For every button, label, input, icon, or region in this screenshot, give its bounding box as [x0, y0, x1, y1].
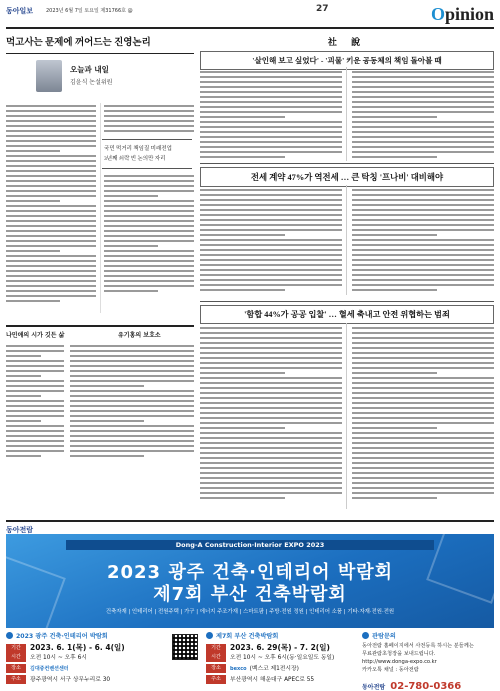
section-title-opinion: Opinion [430, 4, 494, 24]
editorial-title-1: '살인해 보고 싶었다' - '괴물' 키운 공동체의 책임 돌아볼 때 [200, 51, 494, 70]
editorial-1-body-left [200, 71, 342, 161]
poem-series-title: 나민애의 시가 깃든 삶 [6, 332, 65, 339]
expo-title-gwangju: 2023 광주 건축·인테리어 박람회 [106, 562, 393, 583]
column-article [6, 31, 194, 515]
poem-verse [6, 345, 64, 460]
inquiry-phone: 02-780-0366 [390, 681, 462, 691]
editorial-section [200, 31, 494, 515]
poem-commentary [70, 345, 194, 460]
bullet-icon [362, 632, 369, 639]
bullet-icon [6, 632, 13, 639]
poem-title: 유기홍의 보호소 [118, 332, 161, 339]
poem-section [6, 325, 194, 515]
editorial-title-3: '함합 44%가 공공 입찰' … 혈세 축내고 안전 위협하는 범죄 [200, 305, 494, 324]
bullet-icon [206, 632, 213, 639]
article-body-left [6, 105, 96, 305]
expo-categories: 건축자재 | 인테리어 | 전원주택 | 가구 | 에너지 주조가재 | 스마트팜 | 주방·전원 정원 | 인테리어 소품 | 기타·자재·전원·전원 [105, 609, 395, 615]
author-name: 김윤식 논설위원 [70, 79, 113, 86]
gwangju-venue-logo: 김대중컨벤션센터 [30, 666, 69, 672]
pull-quote: 국민 먹거리 책임질 미래전업 3년째 쇠락 빈 논의만 자리 [102, 139, 192, 169]
divider [6, 53, 194, 54]
page-number: 27 [316, 4, 329, 14]
editorial-1-body-right [352, 71, 494, 161]
dateline: 2023년 6월 7일 토요일 제31766호 @ [46, 8, 133, 14]
gwangju-info: 2023 광주 건축·인테리어 박람회 기간 2023. 6. 1(목) - 6. 4(일) 시간 오전 10시 ~ 오후 6시 장소 김대중컨벤션센터 주소 광주광역시 서구 상무누리로 30 [6, 632, 166, 688]
ad-brand-logo: 동아전람 [6, 526, 34, 534]
expo-title-busan: 제7회 부산 건축박람회 [153, 584, 347, 605]
header-rule [6, 27, 494, 29]
expo-website-link[interactable]: http://www.donga-expo.co.kr [362, 659, 437, 665]
editorial-label: 社 說 [327, 37, 367, 47]
busan-info: 제7회 부산 건축박람회 기간 2023. 6. 29(목) - 7. 2(일) 시간 오전 10시 ~ 오후 6시(동·일요일도 동일) 장소 bexco (벡스코 제1전시장) 주소 부산광역시 해운대구 APEC로 55 [206, 632, 356, 688]
inquiry-info: 관람문의 동아전람 홈페이지에서 사전등록 하시는 분들께는 무료관람초청장을 보내드립니다. http://www.donga-expo.co.kr 카카오톡 채널 : 동아전람 동아전람 02-780-0366 [362, 632, 494, 688]
editorial-3-body-left [200, 327, 342, 502]
gwangju-dates: 2023. 6. 1(목) - 6. 4(일) [30, 643, 125, 652]
ad-banner [6, 534, 494, 628]
expo-ribbon: Dong-A Construction·Interior EXPO 2023 [66, 540, 434, 550]
column-series: 오늘과 내일 [70, 65, 109, 74]
editorial-title-2: 전세 계약 47%가 역전세 … 큰 탁칭 '프나비' 대비해야 [200, 167, 494, 187]
author-photo [36, 60, 62, 92]
editorial-3-body-right [352, 327, 494, 502]
qr-code-icon[interactable] [172, 634, 198, 660]
busan-dates: 2023. 6. 29(목) - 7. 2(일) [230, 643, 330, 652]
bexco-logo: bexco [230, 666, 247, 672]
editorial-2-body-right [352, 189, 494, 294]
expo-advertisement [6, 520, 494, 691]
kakao-channel: 카카오톡 채널 : 동아전람 [362, 667, 419, 673]
article-body-right [104, 105, 194, 295]
column-headline: 먹고사는 문제에 꺼어드는 진영논리 [6, 38, 151, 48]
newspaper-brand: 동아일보 [6, 7, 34, 15]
subcolumn-divider [100, 103, 101, 313]
editorial-2-body-left [200, 189, 342, 294]
